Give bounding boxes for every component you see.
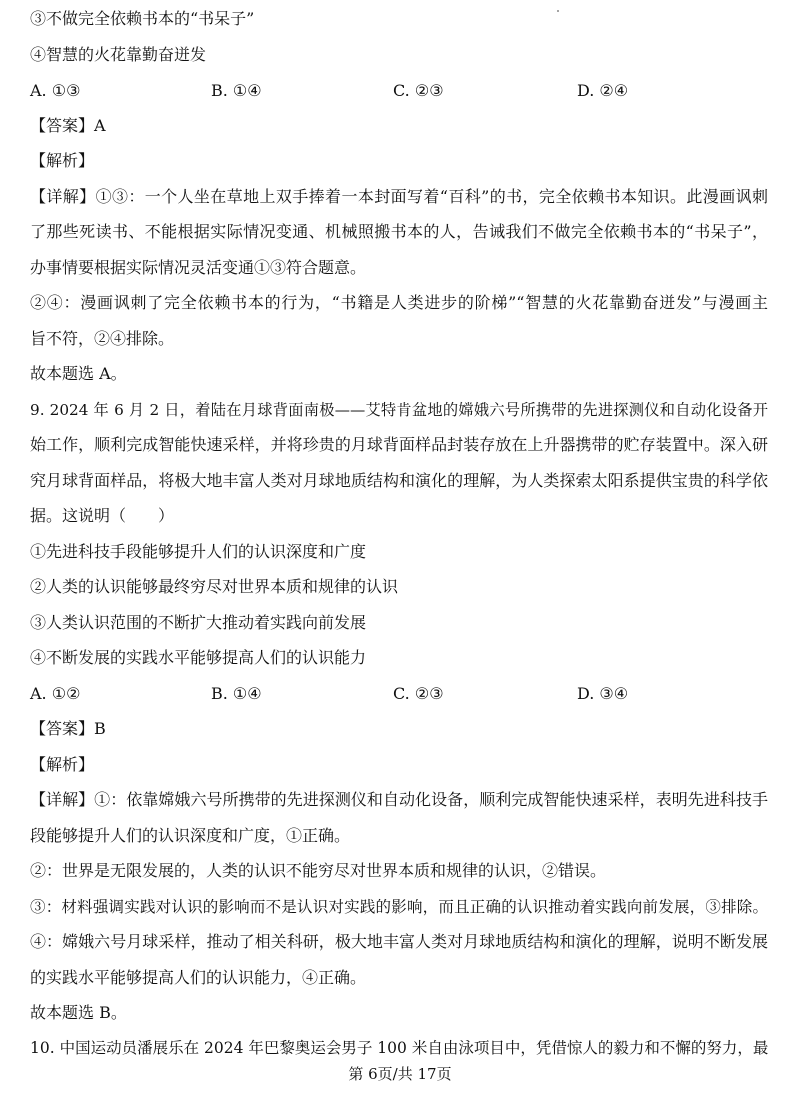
q9-choice-b: B. ①④ xyxy=(211,684,262,703)
q9-item-4: ④不断发展的实践水平能够提高人们的认识能力 xyxy=(30,648,367,667)
conclusion-line: 故本题选 A。 xyxy=(30,364,127,383)
q9-stem-line: 究月球背面样品，将极大地丰富人类对月球地质结构和演化的理解，为人类探索太阳系提供宝贵的科学依 xyxy=(30,471,768,490)
q9-detail-line: 的实践水平能够提高人们的认识能力，④正确。 xyxy=(30,968,367,987)
q9-detail-line: 【详解】①：依靠嫦娥六号所携带的先进探测仪和自动化设备，顺利完成智能快速采样，表明先进科技手 xyxy=(30,790,768,809)
q9-analysis-label: 【解析】 xyxy=(30,755,95,774)
q9-item-1: ①先进科技手段能够提升人们的认识深度和广度 xyxy=(30,542,367,561)
detail-line: 旨不符，②④排除。 xyxy=(30,329,175,348)
detail-line: 办事情要根据实际情况灵活变通①③符合题意。 xyxy=(30,258,367,277)
q9-answer-label: 【答案】B xyxy=(30,719,106,738)
option-line-4: ④智慧的火花靠勤奋迸发 xyxy=(30,45,207,64)
q9-choice-d: D. ③④ xyxy=(577,684,629,703)
q9-detail-line: ④：嫦娥六号月球采样，推动了相关科研，极大地丰富人类对月球地质结构和演化的理解，说明不断发展 xyxy=(30,932,768,951)
q9-detail-line: ③：材料强调实践对认识的影响而不是认识对实践的影响，而且正确的认识推动着实践向前发展，③排除。 xyxy=(30,898,768,916)
answer-label: 【答案】A xyxy=(30,116,106,135)
q9-item-2: ②人类的认识能够最终穷尽对世界本质和规律的认识 xyxy=(30,577,399,596)
detail-line: ②④：漫画讽刺了完全依赖书本的行为，“书籍是人类进步的阶梯”“智慧的火花靠勤奋迸发”与漫画主 xyxy=(30,293,768,312)
choice-c: C. ②③ xyxy=(393,81,444,100)
q9-stem-line: 9. 2024 年 6 月 2 日，着陆在月球背面南极——艾特肯盆地的嫦娥六号所携带的先进探测仪和自动化设备开 xyxy=(30,401,768,419)
choice-b: B. ①④ xyxy=(211,81,262,100)
choice-a: A. ①③ xyxy=(30,81,81,100)
q9-stem-line: 始工作，顺利完成智能快速采样，并将珍贵的月球背面样品封装存放在上升器携带的贮存装置中。深入研 xyxy=(30,435,768,454)
detail-line: 【详解】①③：一个人坐在草地上双手捧着一本封面写着“百科”的书，完全依赖书本知识。此漫画讽刺 xyxy=(30,187,768,206)
q9-detail-line: 段能够提升人们的认识深度和广度，①正确。 xyxy=(30,826,351,845)
option-line-3: ③不做完全依赖书本的“书呆子” xyxy=(30,9,255,28)
q9-detail-line: ②：世界是无限发展的，人类的认识不能穷尽对世界本质和规律的认识，②错误。 xyxy=(30,861,607,880)
detail-line: 了那些死读书、不能根据实际情况变通、机械照搬书本的人，告诫我们不做完全依赖书本的“书呆子”， xyxy=(30,222,768,241)
q9-stem-line: 据。这说明（ ） xyxy=(30,506,175,525)
page-footer: 第 6页/共 17页 xyxy=(348,1065,452,1083)
analysis-label: 【解析】 xyxy=(30,151,95,170)
q9-choice-a: A. ①② xyxy=(30,684,81,703)
q9-conclusion-line: 故本题选 B。 xyxy=(30,1003,127,1022)
choice-d: D. ②④ xyxy=(577,81,629,100)
q10-stem-line: 10. 中国运动员潘展乐在 2024 年巴黎奥运会男子 100 米自由泳项目中，凭借惊人的毅力和不懈的努力，最 xyxy=(30,1039,769,1057)
q9-choice-c: C. ②③ xyxy=(393,684,444,703)
q9-item-3: ③人类认识范围的不断扩大推动着实践向前发展 xyxy=(30,613,367,632)
